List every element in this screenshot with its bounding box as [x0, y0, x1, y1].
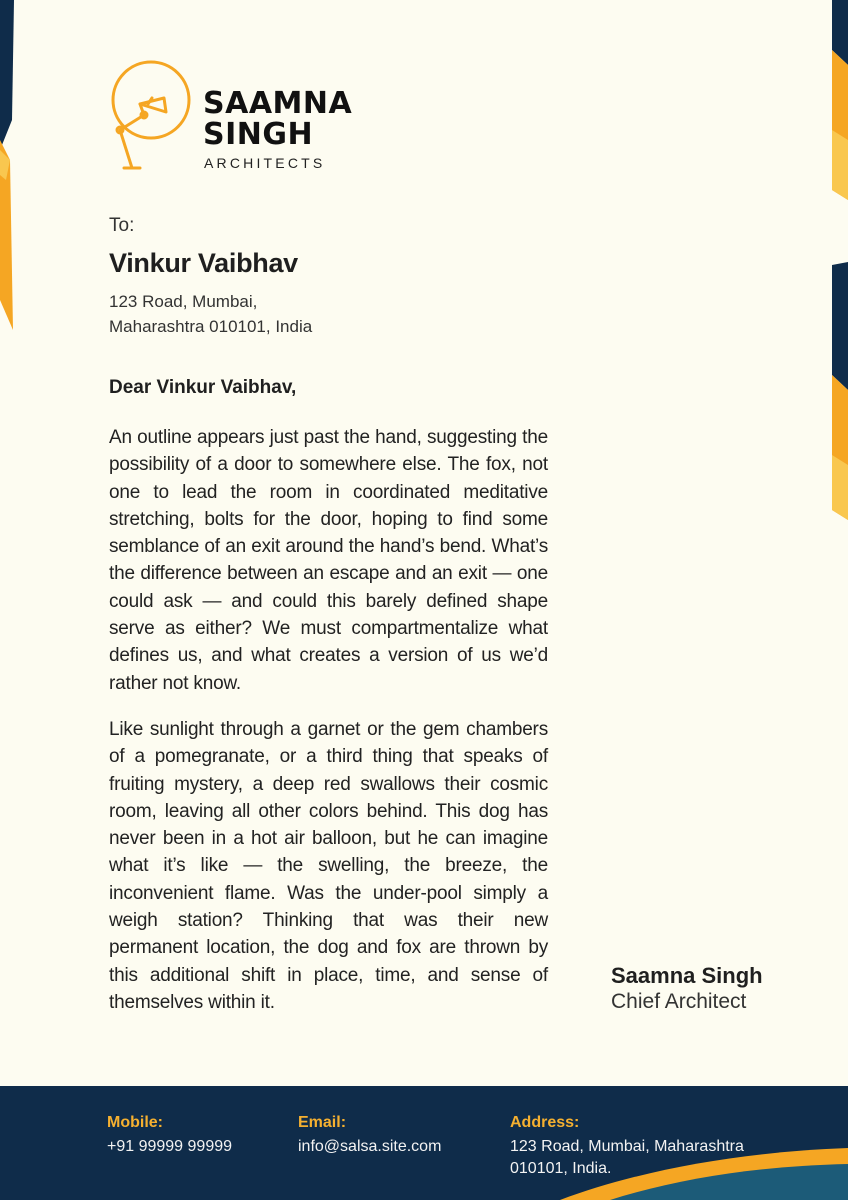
- email-label: Email:: [298, 1114, 347, 1131]
- address-line-1: 123 Road, Mumbai, Maharashtra: [510, 1138, 744, 1155]
- to-label: To:: [109, 215, 135, 236]
- letter-paragraph-1: An outline appears just past the hand, suggesting the possibility of a door to somewhere else. The fox, not one to lead the room in coordinated meditative stretching, bolts for the door, hoping to find some semblance of an exit around the hand’s bend. What’s the difference between an escape and an exit — one could ask — and could this barely defined shape serve as either? We must compartmentalize what defines us, and what creates a version of us we’d rather not know.: [109, 427, 548, 694]
- address-label: Address:: [510, 1114, 580, 1131]
- signature-title: Chief Architect: [611, 990, 747, 1013]
- footer-address: [510, 1112, 744, 1180]
- mobile-value[interactable]: +91 99999 99999: [107, 1138, 233, 1155]
- signature-name: Saamna Singh: [611, 963, 763, 988]
- recipient-name: Vinkur Vaibhav: [109, 248, 298, 278]
- email-value[interactable]: info@salsa.site.com: [298, 1138, 442, 1155]
- recipient-address: 123 Road, Mumbai, Maharashtra 010101, India: [109, 292, 313, 336]
- brand-subtitle: ARCHITECTS: [204, 155, 326, 171]
- footer-email: [298, 1112, 441, 1158]
- footer: [0, 1086, 848, 1200]
- mobile-label: Mobile:: [107, 1114, 163, 1131]
- signature-block: [611, 962, 763, 1014]
- address-line-2: 010101, India.: [510, 1160, 612, 1177]
- letter-greeting: Dear Vinkur Vaibhav,: [109, 377, 297, 398]
- letter-paragraph-2: Like sunlight through a garnet or the gem chambers of a pomegranate, or a third thing that speaks of fruiting mystery, a deep red swallows their cosmic room, leaving all other colors behind. This dog has never been in a hot air balloon, but he can imagine what it’s like — the swelling, the breeze, the inconvenient flame. Was the under-pool simply a weigh station? Thinking that was their new permanent location, the dog and fox are thrown by this additional shift in place, time, and sense of themselves within it.: [109, 718, 548, 1013]
- letter-body: [109, 424, 548, 1035]
- footer-mobile: [107, 1112, 232, 1158]
- brand-name: SAAMNA SINGH: [203, 86, 353, 152]
